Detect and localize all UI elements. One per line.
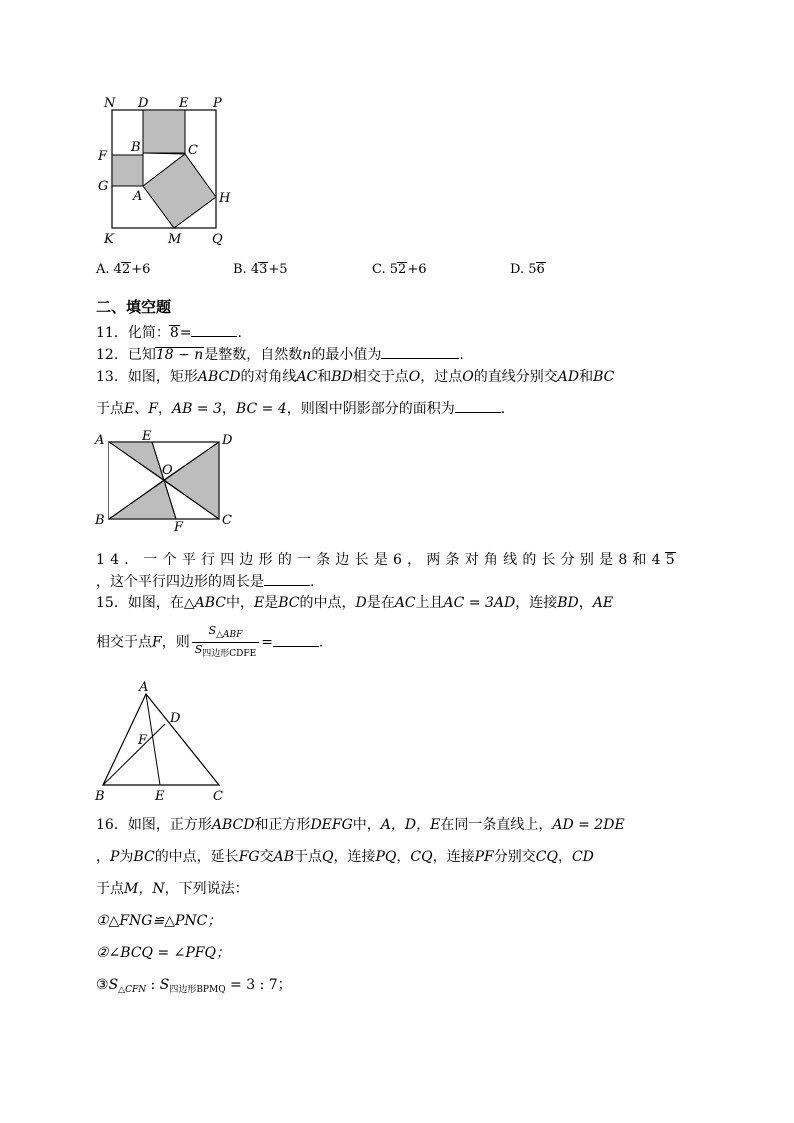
question-13-line-2: 于点E、F，AB = 3，BC = 4，则图中阴影部分的面积为 . (96, 401, 506, 417)
shaded-square-tilted (143, 154, 216, 228)
label-D: D (170, 711, 181, 726)
question-15-line-1: 15．如图，在△ABC中，E是BC的中点，D是在AC上且AC = 3AD，连接BD，AE (96, 595, 614, 611)
label-F: F (138, 733, 148, 748)
label-E: E (179, 96, 189, 111)
label-H: H (219, 191, 231, 206)
label-C: C (188, 143, 198, 158)
label-B: B (131, 140, 141, 155)
segment-ae (146, 694, 160, 785)
statement-1: ①△FNG≌△PNC； (96, 913, 222, 929)
option-d: D. 56 (510, 262, 545, 277)
answer-blank-11 (191, 324, 237, 337)
answer-blank-15 (273, 634, 319, 647)
answer-blank-14 (264, 573, 310, 586)
label-C: C (213, 789, 223, 804)
label-G: G (98, 179, 109, 194)
label-A: A (95, 433, 105, 448)
label-D: D (138, 96, 149, 111)
label-A: A (139, 680, 149, 695)
question-12: 12．已知18 − n是整数，自然数n的最小值为 . (96, 347, 464, 363)
option-c: C. 52+6 (372, 262, 427, 277)
label-C: C (222, 513, 232, 528)
figure-triangle (90, 676, 232, 804)
label-F: F (174, 520, 184, 534)
label-P: P (213, 96, 222, 111)
label-E: E (155, 789, 165, 804)
section-title: 二、填空题 (96, 298, 172, 316)
statement-2: ②∠BCQ = ∠PFQ； (96, 945, 230, 961)
triangle-abc (103, 694, 219, 785)
option-b: B. 43+5 (233, 262, 288, 277)
area-ratio-fraction: $\frac{S_{\triangle ABF}}{S_{四边形CDFE}}$ (192, 624, 259, 661)
label-M: M (168, 232, 182, 247)
figure-rectangle (92, 428, 244, 534)
answer-blank-12 (381, 346, 459, 359)
question-15-line-2: 相交于点F，则 $\frac{S_{\triangle ABF}}{S_{四边形CDFE}}$ = . (96, 624, 324, 659)
question-13-line-1: 13．如图，矩形ABCD的对角线AC和BD相交于点O，过点O的直线分别交AD和BC (96, 369, 615, 385)
shaded-square-left (112, 155, 143, 186)
label-Q: Q (212, 232, 223, 247)
question-11: 11．化简：8= . (96, 325, 242, 341)
label-N: N (104, 96, 116, 111)
label-A: A (133, 189, 143, 204)
label-F: F (98, 149, 108, 164)
question-14-line-1: 14．一个平行四边形的一条边长是6，两条对角线的长分别是8和45 (96, 552, 675, 568)
figure-squares (96, 92, 246, 252)
label-D: D (222, 433, 233, 448)
shaded-square-top (143, 110, 185, 153)
answer-blank-13 (455, 400, 501, 413)
label-O: O (162, 463, 173, 478)
question-16-line-2: ，P为BC的中点，延长FG交AB于点Q，连接PQ，CQ，连接PF分别交CQ，CD (96, 849, 594, 865)
option-a: A. 42+6 (96, 262, 151, 277)
label-E: E (142, 429, 152, 444)
question-16-line-1: 16．如图，正方形ABCD和正方形DEFG中，A，D，E在同一条直线上，AD = 2DE (96, 817, 625, 833)
question-14-line-2: ，这个平行四边形的周长是 . (96, 574, 315, 590)
label-K: K (104, 232, 114, 247)
label-B: B (95, 513, 105, 528)
question-16-line-3: 于点M，N，下列说法： (96, 881, 249, 897)
statement-3: $③S_{\triangle CFN}$ : $S_{四边形BPMQ} = 3$ : 7； (96, 977, 292, 995)
label-B: B (95, 789, 105, 804)
